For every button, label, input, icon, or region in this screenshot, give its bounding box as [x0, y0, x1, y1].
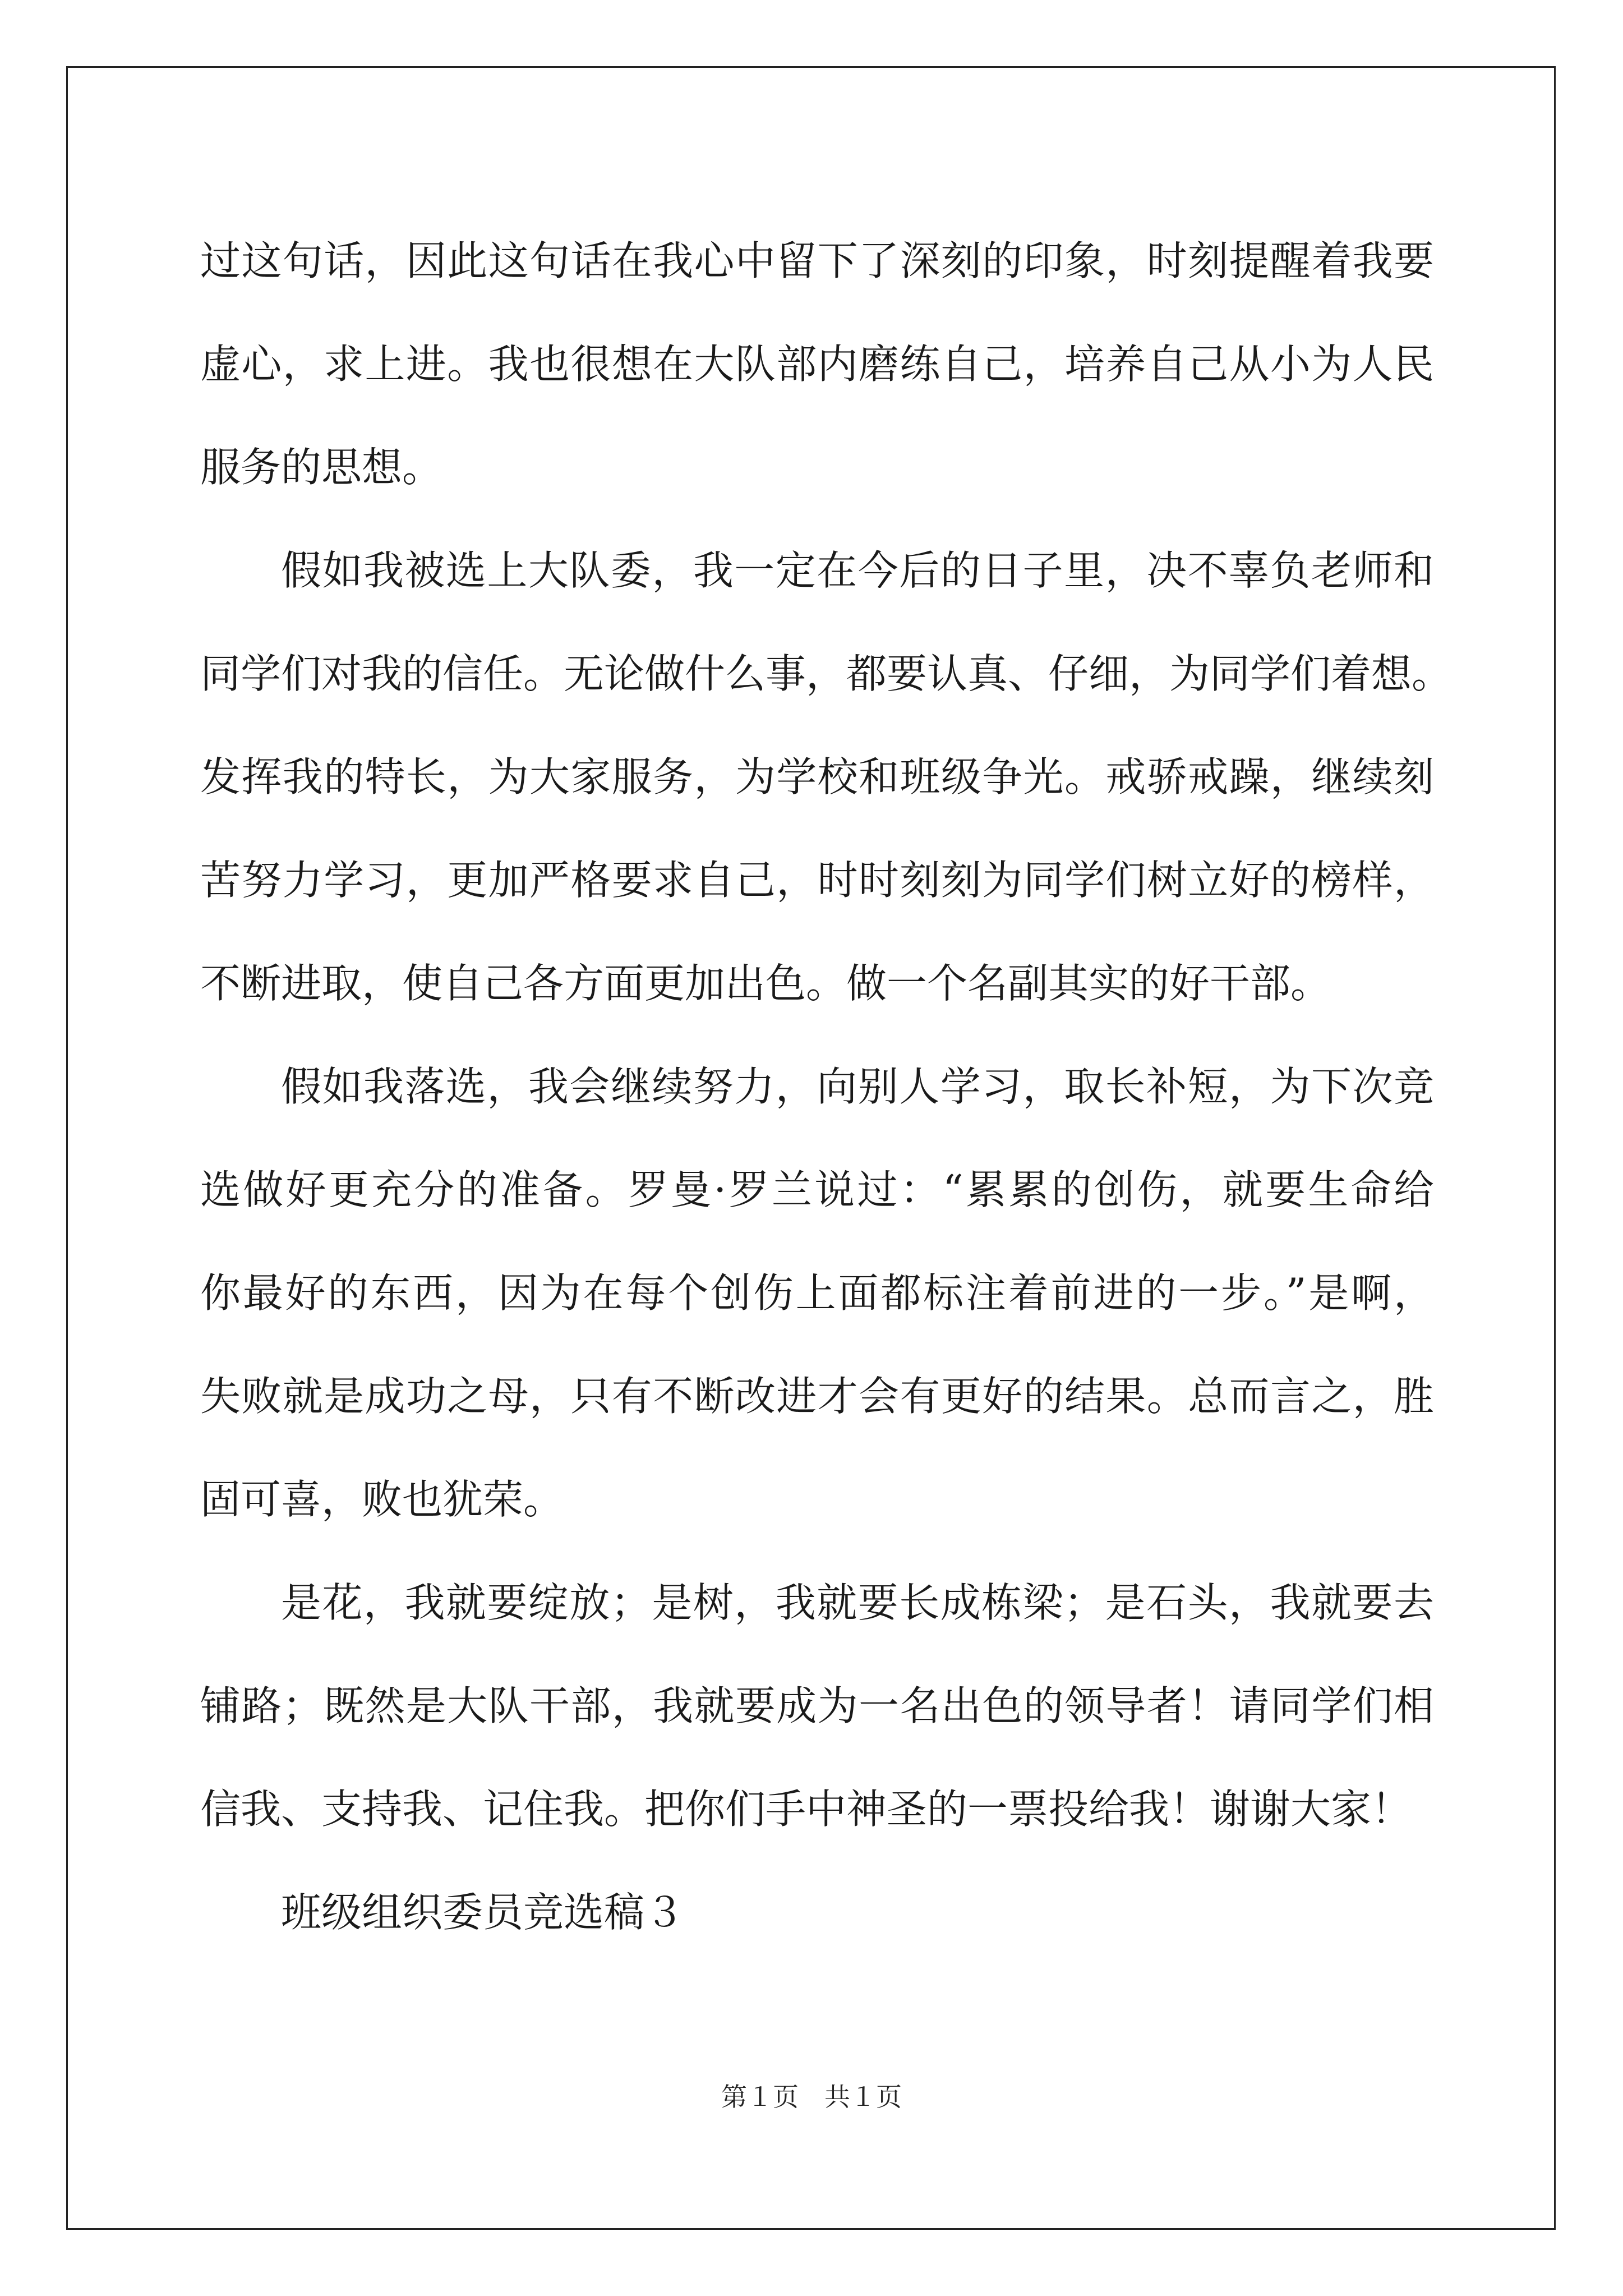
page-number: 第１页 — [721, 2082, 799, 2112]
text-line: 铺路；既然是大队干部，我就要成为一名出色的领导者！请同学们相 — [200, 1682, 1434, 1729]
section-heading: 班级组织委员竞选稿３ — [281, 1889, 685, 1936]
page-total: 共１页 — [824, 2082, 902, 2112]
paragraph-first-line: 假如我落选，我会继续努力，向别人学习，取长补短，为下次竞 — [281, 1063, 1434, 1110]
paragraph-first-line: 是花，我就要绽放；是树，我就要长成栋梁；是石头，我就要去 — [281, 1579, 1434, 1626]
document-body — [200, 209, 1453, 1964]
text-line: 服务的思想。 — [200, 444, 443, 491]
text-line: 信我、支持我、记住我。把你们手中神圣的一票投给我！谢谢大家！ — [200, 1786, 1412, 1833]
text-line: 固可喜，败也犹荣。 — [200, 1476, 564, 1523]
text-line: 同学们对我的信任。无论做什么事，都要认真、仔细，为同学们着想。 — [200, 650, 1453, 697]
text-line: 发挥我的特长，为大家服务，为学校和班级争光。戒骄戒躁，继续刻 — [200, 753, 1434, 800]
text-line: 虚心，求上进。我也很想在大队部内磨练自己，培养自己从小为人民 — [200, 341, 1434, 388]
page-footer — [0, 2080, 1623, 2114]
text-line: 你最好的东西，因为在每个创伤上面都标注着前进的一步。”是啊， — [200, 1269, 1434, 1317]
text-line: 过这句话，因此这句话在我心中留下了深刻的印象，时刻提醒着我要 — [200, 237, 1434, 284]
text-line: 选做好更充分的准备。罗曼·罗兰说过：“累累的创伤，就要生命给 — [200, 1166, 1434, 1213]
text-line: 失败就是成功之母，只有不断改进才会有更好的结果。总而言之，胜 — [200, 1373, 1434, 1420]
text-line: 苦努力学习，更加严格要求自己，时时刻刻为同学们树立好的榜样， — [200, 857, 1434, 904]
paragraph-first-line: 假如我被选上大队委，我一定在今后的日子里，决不辜负老师和 — [281, 547, 1434, 594]
text-line: 不断进取，使自己各方面更加出色。做一个名副其实的好干部。 — [200, 960, 1331, 1007]
